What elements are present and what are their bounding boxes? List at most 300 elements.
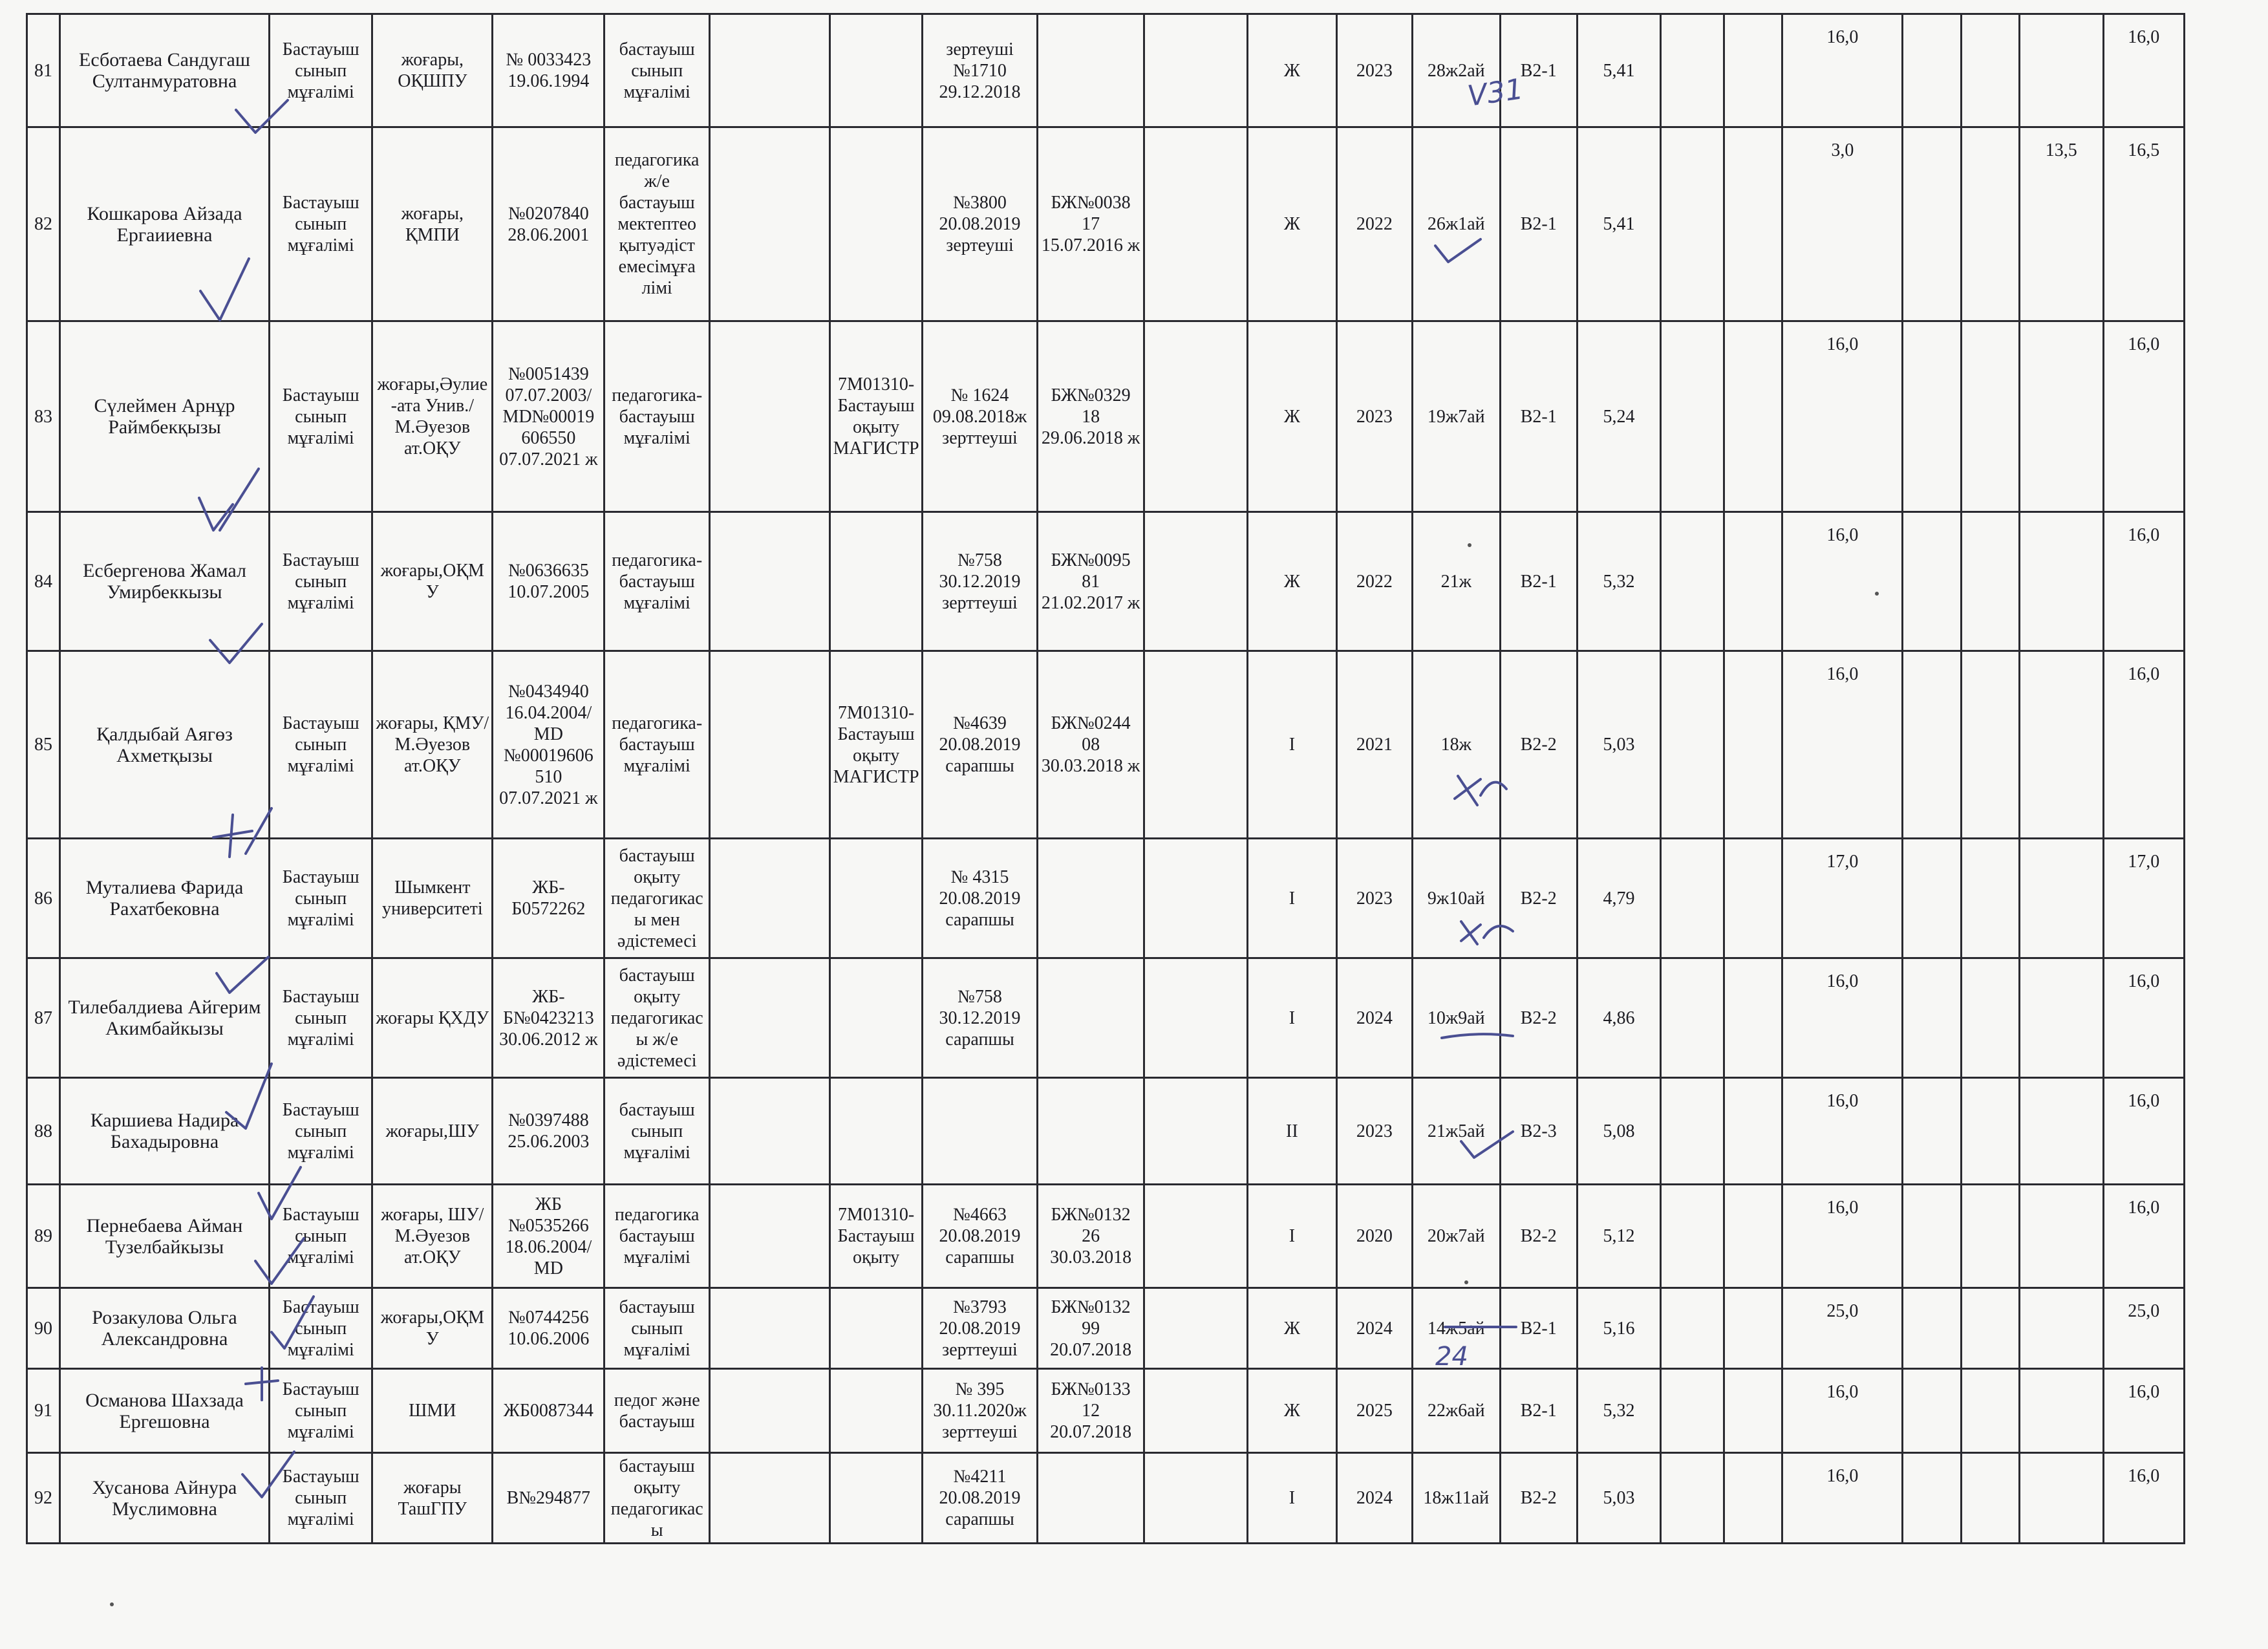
plus-mark-icon [239, 1364, 291, 1403]
empty-cell-cell [1903, 512, 1961, 651]
total-hours: 16,0 [2128, 334, 2160, 354]
empty-cell-cell [709, 14, 829, 127]
qualification: Ж [1283, 571, 1300, 592]
specialty-cell [604, 1185, 710, 1288]
certificate-cell [923, 321, 1037, 512]
specialty: бастауыш сынып мұғалімі [619, 1297, 695, 1360]
specialty-cell [604, 321, 710, 512]
table-row [27, 1369, 2185, 1453]
coefficient-cell [1577, 839, 1661, 958]
category-cert-cell [1037, 512, 1144, 651]
empty-cell-cell [1144, 321, 1247, 512]
certificate-cell [923, 839, 1037, 958]
teaching-hours: 16,0 [1826, 27, 1859, 47]
empty-cell-cell [1903, 14, 1961, 127]
teaching-hours: 25,0 [1826, 1301, 1859, 1321]
qualification: I [1289, 1488, 1296, 1508]
row-number: 82 [34, 214, 52, 234]
teaching-hours: 16,0 [1826, 971, 1859, 991]
diploma-cell [493, 958, 604, 1078]
empty-cell-cell [1724, 1369, 1782, 1453]
check-mark-icon [210, 951, 275, 996]
diploma-cell [493, 651, 604, 839]
experience-cell [1412, 1369, 1500, 1453]
empty-cell-cell [1903, 321, 1961, 512]
attestation-year: 2025 [1356, 1401, 1393, 1421]
underline-mark-icon [1439, 1028, 1516, 1048]
check-mark-icon [1458, 1128, 1516, 1161]
empty-cell-cell [1961, 512, 2019, 651]
staff-table [26, 13, 2185, 1544]
teaching-hours: 16,0 [1826, 334, 1859, 354]
category-cert-cell [1037, 839, 1144, 958]
category-cert: БЖ№0133 12 20.07.2018 [1050, 1379, 1132, 1442]
experience: 26ж1ай [1427, 214, 1485, 234]
salary-category-cell [1500, 1185, 1577, 1288]
row-number-cell [27, 651, 60, 839]
diploma-cell [493, 127, 604, 321]
specialty: педагогика бастауыш мұғалімі [614, 1205, 700, 1267]
master-degree-cell [829, 1288, 922, 1369]
extra-hours-cell [2019, 127, 2103, 321]
coefficient-cell [1577, 512, 1661, 651]
attestation-year-cell [1336, 1453, 1412, 1544]
education: ШМИ [409, 1401, 456, 1421]
attestation-year: 2022 [1356, 571, 1393, 592]
diploma-cell [493, 839, 604, 958]
experience-cell [1412, 127, 1500, 321]
check-mark-icon [220, 1061, 278, 1132]
salary-category-cell [1500, 512, 1577, 651]
position-cell [270, 512, 372, 651]
total-hours: 17,0 [2128, 852, 2160, 872]
attestation-year: 2023 [1356, 888, 1393, 909]
diploma: №0434940 16.04.2004/ MD №00019606 510 07.07.2021 ж [499, 681, 598, 808]
education-cell [372, 1185, 493, 1288]
teacher-name-cell [59, 1185, 269, 1288]
attestation-year: 2021 [1356, 735, 1393, 755]
empty-cell-cell [1903, 127, 1961, 321]
qualification: II [1286, 1121, 1298, 1141]
row-number: 83 [34, 406, 52, 427]
total-hours-cell [2103, 1185, 2185, 1288]
empty-cell-cell [1903, 839, 1961, 958]
table-row [27, 1078, 2185, 1185]
attestation-year-cell [1336, 1369, 1412, 1453]
teaching-hours: 16,0 [1826, 1198, 1859, 1218]
specialty-cell [604, 512, 710, 651]
empty-cell-cell [709, 1288, 829, 1369]
certificate: зертеуші №1710 29.12.2018 [939, 39, 1021, 102]
specialty-cell [604, 958, 710, 1078]
certificate-cell [923, 1185, 1037, 1288]
empty-cell-cell [1724, 651, 1782, 839]
attestation-year-cell [1336, 1288, 1412, 1369]
empty-cell-cell [709, 651, 829, 839]
specialty-cell [604, 127, 710, 321]
empty-cell-cell [1961, 1369, 2019, 1453]
coefficient-cell [1577, 1078, 1661, 1185]
attestation-year-cell [1336, 1078, 1412, 1185]
qualification-cell [1247, 839, 1336, 958]
master-degree: 7М01310-Бастауыш оқыту [837, 1205, 915, 1267]
check-mark-icon [252, 1235, 310, 1287]
position-cell [270, 958, 372, 1078]
coefficient: 5,32 [1603, 571, 1635, 592]
category-cert: БЖ№0132 99 20.07.2018 [1050, 1297, 1132, 1360]
empty-cell-cell [709, 127, 829, 321]
salary-category-cell [1500, 127, 1577, 321]
salary-category: В2-1 [1520, 214, 1557, 234]
master-degree-cell [829, 1078, 922, 1185]
attestation-year-cell [1336, 839, 1412, 958]
row-number: 84 [34, 571, 52, 592]
coefficient-cell [1577, 1453, 1661, 1544]
empty-cell-cell [1724, 127, 1782, 321]
category-cert-cell [1037, 127, 1144, 321]
education-cell [372, 651, 493, 839]
master-degree-cell [829, 1453, 922, 1544]
coefficient: 4,86 [1603, 1008, 1635, 1028]
extra-hours-cell [2019, 1185, 2103, 1288]
master-degree-cell [829, 958, 922, 1078]
attestation-year-cell [1336, 321, 1412, 512]
empty-cell-cell [709, 839, 829, 958]
attestation-year: 2024 [1356, 1008, 1393, 1028]
table-row [27, 321, 2185, 512]
education: жоғары, ҚМУ/М.Әуезов ат.ОҚУ [376, 713, 489, 776]
diploma-cell [493, 1453, 604, 1544]
education-cell [372, 321, 493, 512]
extra-hours-cell [2019, 958, 2103, 1078]
row-number: 90 [34, 1318, 52, 1339]
empty-cell-cell [709, 1369, 829, 1453]
extra-hours-cell [2019, 1453, 2103, 1544]
salary-category: В2-1 [1520, 1318, 1557, 1339]
education-cell [372, 1369, 493, 1453]
teacher-name: Османова Шахзада Ергешовна [85, 1389, 244, 1432]
underline-mark-icon [1442, 1319, 1519, 1335]
empty-cell-cell [1724, 1453, 1782, 1544]
total-hours: 16,0 [2128, 525, 2160, 545]
certificate-cell [923, 958, 1037, 1078]
position: Бастауыш сынып мұғалімі [282, 193, 359, 255]
salary-category: В2-1 [1520, 1401, 1557, 1421]
teaching-hours-cell [1782, 1185, 1903, 1288]
diploma-cell [493, 1185, 604, 1288]
experience-cell [1412, 1453, 1500, 1544]
experience: 20ж7ай [1427, 1226, 1485, 1246]
check-mark-icon [239, 1449, 297, 1500]
check-mark-icon [1432, 233, 1484, 265]
category-cert: БЖ№0244 08 30.03.2018 ж [1041, 713, 1140, 776]
empty-cell-cell [1144, 651, 1247, 839]
experience: 18ж11ай [1423, 1488, 1490, 1508]
certificate: №4211 20.08.2019 сарапшы [939, 1467, 1021, 1529]
empty-cell-cell [1961, 839, 2019, 958]
total-hours-cell [2103, 1078, 2185, 1185]
teaching-hours-cell [1782, 1078, 1903, 1185]
empty-cell-cell [1144, 1453, 1247, 1544]
empty-cell-cell [1724, 1288, 1782, 1369]
certificate: №758 30.12.2019 зерттеуші [939, 550, 1021, 613]
specialty: бастауыш оқыту педагогикасы ж/е әдістемесі [610, 965, 703, 1071]
teaching-hours-cell [1782, 127, 1903, 321]
education-cell [372, 127, 493, 321]
empty-cell-cell [1661, 1369, 1724, 1453]
master-degree-cell [829, 1369, 922, 1453]
education: жоғары ТашГПУ [398, 1477, 467, 1519]
attestation-year: 2024 [1356, 1488, 1393, 1508]
diploma: ЖБ-Б№0423213 30.06.2012 ж [499, 986, 598, 1050]
diploma-cell [493, 321, 604, 512]
empty-cell-cell [1661, 1078, 1724, 1185]
salary-category: В2-3 [1520, 1121, 1557, 1141]
diploma: № 0033423 19.06.1994 [506, 50, 592, 91]
table-row [27, 839, 2185, 958]
category-cert-cell [1037, 958, 1144, 1078]
handwritten-note: 24 [1435, 1342, 1468, 1372]
experience-cell [1412, 958, 1500, 1078]
row-number-cell [27, 1078, 60, 1185]
diploma: №0207840 28.06.2001 [508, 203, 590, 245]
check-mark-icon [207, 621, 265, 666]
total-hours-cell [2103, 1369, 2185, 1453]
position: Бастауыш сынып мұғалімі [282, 1297, 359, 1360]
master-degree: 7М01310-Бастауыш оқыту МАГИСТР [833, 374, 919, 458]
diploma: №0744256 10.06.2006 [508, 1308, 590, 1349]
diploma: ЖБ №0535266 18.06.2004/ MD [505, 1194, 592, 1278]
experience-cell [1412, 651, 1500, 839]
teacher-name: Есботаева Сандугаш Султанмуратовна [79, 49, 250, 92]
certificate-cell [923, 1288, 1037, 1369]
empty-cell-cell [709, 958, 829, 1078]
total-hours: 16,0 [2128, 664, 2160, 684]
empty-cell-cell [1961, 1078, 2019, 1185]
category-cert: БЖ№0038 17 15.07.2016 ж [1041, 193, 1140, 255]
total-hours: 16,0 [2128, 27, 2160, 47]
qualification: Ж [1283, 60, 1300, 81]
qualification: Ж [1283, 406, 1300, 427]
coefficient: 5,16 [1603, 1318, 1635, 1339]
category-cert-cell [1037, 651, 1144, 839]
qualification-cell [1247, 958, 1336, 1078]
empty-cell-cell [1144, 127, 1247, 321]
category-cert: БЖ№0132 26 30.03.2018 [1050, 1205, 1132, 1267]
coefficient: 5,41 [1603, 60, 1635, 81]
certificate-cell [923, 651, 1037, 839]
table-row [27, 958, 2185, 1078]
certificate-cell [923, 14, 1037, 127]
empty-cell-cell [1144, 1288, 1247, 1369]
salary-category: В2-2 [1520, 888, 1557, 909]
experience: 10ж9ай [1427, 1008, 1485, 1028]
salary-category-cell [1500, 958, 1577, 1078]
teacher-name: Каршиева Надира Бахадыровна [90, 1110, 239, 1152]
total-hours: 16,0 [2128, 1091, 2160, 1111]
check-mark-icon [194, 466, 265, 537]
experience: 21ж5ай [1427, 1121, 1485, 1141]
empty-cell-cell [1724, 958, 1782, 1078]
category-cert-cell [1037, 1453, 1144, 1544]
certificate-cell [923, 1453, 1037, 1544]
education: жоғары,ШУ [385, 1121, 480, 1141]
row-number: 92 [34, 1488, 52, 1508]
coefficient-cell [1577, 1288, 1661, 1369]
coefficient: 5,24 [1603, 406, 1635, 427]
certificate: № 1624 09.08.2018ж зерттеуші [932, 385, 1027, 448]
teacher-name-cell [59, 1288, 269, 1369]
teacher-name-cell [59, 1369, 269, 1453]
empty-cell-cell [1724, 839, 1782, 958]
total-hours-cell [2103, 1453, 2185, 1544]
category-cert: БЖ№0329 18 29.06.2018 ж [1041, 385, 1140, 448]
table-row [27, 1288, 2185, 1369]
empty-cell-cell [1724, 1078, 1782, 1185]
empty-cell-cell [1961, 958, 2019, 1078]
education-cell [372, 1453, 493, 1544]
position: Бастауыш сынып мұғалімі [282, 1379, 359, 1442]
education: жоғары,ОҚМУ [380, 1308, 484, 1349]
empty-cell-cell [1961, 14, 2019, 127]
row-number: 81 [34, 60, 52, 81]
master-degree: 7М01310-Бастауыш оқыту МАГИСТР [833, 702, 919, 787]
empty-cell-cell [1724, 512, 1782, 651]
row-number-cell [27, 14, 60, 127]
certificate: №3793 20.08.2019 зерттеуші [939, 1297, 1021, 1360]
education: жоғары,ОҚМУ [380, 561, 484, 602]
attestation-year: 2023 [1356, 406, 1393, 427]
position: Бастауыш сынып мұғалімі [282, 713, 359, 776]
empty-cell-cell [1961, 1288, 2019, 1369]
category-cert-cell [1037, 1185, 1144, 1288]
empty-cell-cell [1144, 839, 1247, 958]
teaching-hours: 16,0 [1826, 525, 1859, 545]
total-hours-cell [2103, 127, 2185, 321]
teacher-name: Розакулова Ольга Александровна [92, 1307, 237, 1350]
row-number: 88 [34, 1121, 52, 1141]
coefficient-cell [1577, 321, 1661, 512]
diploma-cell [493, 14, 604, 127]
coefficient-cell [1577, 127, 1661, 321]
empty-cell-cell [1724, 321, 1782, 512]
coefficient-cell [1577, 651, 1661, 839]
empty-cell-cell [1661, 651, 1724, 839]
diploma-cell [493, 1369, 604, 1453]
specialty-cell [604, 839, 710, 958]
check-mark-icon [268, 1293, 320, 1352]
specialty: педагогика-бастауыш мұғалімі [612, 550, 703, 613]
teacher-name: Муталиева Фарида Рахатбековна [85, 877, 244, 920]
attestation-year-cell [1336, 651, 1412, 839]
total-hours-cell [2103, 14, 2185, 127]
salary-category: В2-1 [1520, 406, 1557, 427]
row-number: 87 [34, 1008, 52, 1028]
table-row [27, 1185, 2185, 1288]
education: жоғары, ОҚШПУ [398, 50, 467, 91]
master-degree-cell [829, 321, 922, 512]
qualification-cell [1247, 651, 1336, 839]
specialty: педог және бастауыш [614, 1390, 700, 1432]
table-row [27, 1453, 2185, 1544]
specialty: педагогика-бастауыш мұғалімі [612, 713, 703, 776]
empty-cell-cell [1903, 1453, 1961, 1544]
extra-hours-cell [2019, 1078, 2103, 1185]
teaching-hours-cell [1782, 839, 1903, 958]
total-hours: 16,5 [2128, 140, 2160, 160]
row-number-cell [27, 512, 60, 651]
category-cert: БЖ№0095 81 21.02.2017 ж [1041, 550, 1140, 613]
extra-hours-cell [2019, 651, 2103, 839]
total-hours: 16,0 [2128, 1466, 2160, 1486]
diploma: №0636635 10.07.2005 [508, 561, 590, 602]
teaching-hours-cell [1782, 512, 1903, 651]
attestation-year: 2022 [1356, 214, 1393, 234]
education: жоғары,Әулие-ата Унив./ М.Әуезов ат.ОҚУ [377, 374, 488, 458]
plus-mark-icon [207, 802, 278, 860]
qualification-cell [1247, 14, 1336, 127]
total-hours-cell [2103, 512, 2185, 651]
certificate: №4663 20.08.2019 сарапшы [939, 1205, 1021, 1267]
salary-category-cell [1500, 321, 1577, 512]
empty-cell-cell [1903, 651, 1961, 839]
position-cell [270, 127, 372, 321]
diploma-cell [493, 1288, 604, 1369]
teacher-name-cell [59, 1453, 269, 1544]
education-cell [372, 512, 493, 651]
certificate-cell [923, 512, 1037, 651]
extra-hours-cell [2019, 1288, 2103, 1369]
category-cert-cell [1037, 321, 1144, 512]
education: жоғары, ШУ/М.Әуезов ат.ОҚУ [381, 1205, 484, 1267]
empty-cell-cell [1661, 1453, 1724, 1544]
master-degree-cell [829, 651, 922, 839]
specialty-cell [604, 1078, 710, 1185]
check-mark-icon [255, 1164, 307, 1222]
qualification: I [1289, 1226, 1296, 1246]
education: жоғары, ҚМПИ [401, 203, 464, 245]
coefficient: 5,12 [1603, 1226, 1635, 1246]
attestation-year-cell [1336, 512, 1412, 651]
total-hours-cell [2103, 321, 2185, 512]
qualification: Ж [1283, 1401, 1300, 1421]
diploma: В№294877 [506, 1488, 591, 1508]
position: Бастауыш сынып мұғалімі [282, 1205, 359, 1267]
qualification-cell [1247, 321, 1336, 512]
specialty-cell [604, 1288, 710, 1369]
education-cell [372, 1288, 493, 1369]
empty-cell-cell [1661, 958, 1724, 1078]
empty-cell-cell [1144, 512, 1247, 651]
teacher-name: Есбергенова Жамал Умирбеккызы [83, 560, 246, 603]
qualification: I [1289, 1008, 1296, 1028]
experience-cell [1412, 512, 1500, 651]
position: Бастауыш сынып мұғалімі [282, 1467, 359, 1529]
category-cert-cell [1037, 1078, 1144, 1185]
table-row [27, 127, 2185, 321]
coefficient: 5,03 [1603, 735, 1635, 755]
category-cert-cell [1037, 14, 1144, 127]
row-number-cell [27, 127, 60, 321]
empty-cell-cell [1903, 1078, 1961, 1185]
coefficient: 5,41 [1603, 214, 1635, 234]
qualification-cell [1247, 1185, 1336, 1288]
qualification: Ж [1283, 1318, 1300, 1339]
speck [1875, 592, 1879, 596]
empty-cell-cell [709, 1078, 829, 1185]
education-cell [372, 14, 493, 127]
total-hours: 16,0 [2128, 1198, 2160, 1218]
